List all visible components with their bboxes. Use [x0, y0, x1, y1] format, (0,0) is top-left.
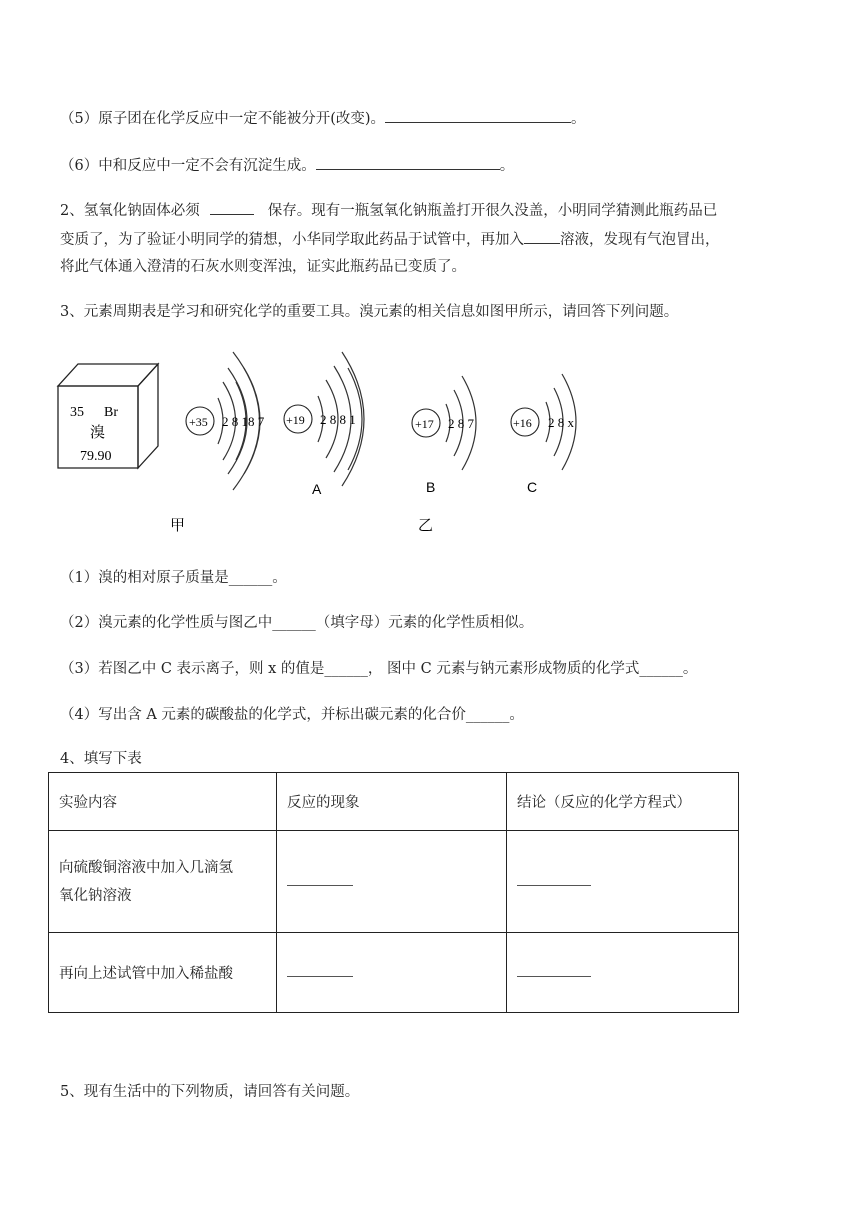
electron-config: 2 8 8 1 — [320, 412, 356, 427]
answer-blank[interactable] — [316, 155, 500, 170]
row1-content-line2: 氧化钠溶液 — [59, 887, 132, 904]
atom-structure-B — [412, 376, 476, 495]
q3-sub1-text: （1）溴的相对原子质量是______。 — [60, 570, 287, 586]
answer-blank[interactable] — [524, 229, 560, 244]
table-row — [49, 831, 739, 933]
q5 — [60, 1082, 359, 1102]
q2-line2a: 变质了，为了验证小明同学的猜想，小华同学取此药品于试管中，再加入 — [60, 232, 524, 248]
figure-label-jia: 甲 — [170, 516, 186, 534]
q3-sub4 — [60, 705, 524, 725]
nucleus-charge: +19 — [286, 413, 305, 427]
answer-blank[interactable] — [287, 873, 353, 886]
q2-line2b: 溶液，发现有气泡冒出， — [560, 232, 720, 248]
q2-line3-text: 将此气体通入澄清的石灰水则变浑浊，证实此瓶药品已变质了。 — [60, 259, 466, 275]
q5-text: 5、现有生活中的下列物质，请回答有关问题。 — [60, 1084, 360, 1100]
experiment-table — [48, 772, 739, 1013]
q3-sub1 — [60, 568, 287, 588]
q3-sub4-text: （4）写出含 A 元素的碳酸盐的化学式，并标出碳元素的化合价______。 — [60, 707, 524, 723]
electron-config: 2 8 7 — [448, 416, 474, 431]
row1-conclusion — [507, 831, 739, 933]
q1-item5-end: 。 — [571, 111, 586, 127]
header-content: 实验内容 — [49, 773, 277, 831]
answer-blank[interactable] — [385, 108, 571, 123]
q2-line2 — [60, 229, 720, 250]
q1-item5 — [60, 108, 586, 129]
atom-label-C: C — [527, 479, 538, 495]
q3-sub3 — [60, 659, 697, 679]
q1-item6 — [60, 155, 514, 176]
element-mass: 79.90 — [80, 449, 112, 464]
answer-blank[interactable] — [287, 964, 353, 977]
row1-content-line1: 向硫酸铜溶液中加入几滴氢 — [59, 859, 233, 876]
q2-line1 — [60, 200, 717, 221]
q3-sub3-text: （3）若图乙中 C 表示离子，则 x 的值是______， 图中 C 元素与钠元素形成物质的化学式______。 — [60, 661, 698, 677]
electron-config: 2 8 x — [548, 415, 574, 430]
header-phenomenon: 反应的现象 — [277, 773, 507, 831]
element-symbol: Br — [104, 405, 118, 420]
q4-title — [60, 749, 142, 769]
bromine-figure — [50, 340, 610, 540]
atom-structure-A — [284, 352, 364, 497]
figure-svg — [50, 340, 610, 540]
nucleus-charge: +16 — [513, 416, 532, 430]
element-number: 35 — [70, 405, 84, 420]
q3-intro — [60, 302, 678, 322]
row2-conclusion — [507, 933, 739, 1013]
atom-structure-main — [186, 352, 265, 490]
table-row — [49, 933, 739, 1013]
row1-content — [49, 831, 277, 933]
nucleus-charge: +17 — [415, 417, 434, 431]
atom-label-B: B — [426, 479, 436, 495]
q2-part2: 保存。现有一瓶氢氧化钠瓶盖打开很久没盖，小明同学猜测此瓶药品已 — [267, 203, 718, 219]
q1-item5-text: （5）原子团在化学反应中一定不能被分开(改变)。 — [60, 111, 386, 127]
atom-structure-C — [511, 374, 576, 495]
q2-line3 — [60, 257, 466, 277]
q3-intro-text: 3、元素周期表是学习和研究化学的重要工具。溴元素的相关信息如图甲所示，请回答下列问题。 — [60, 304, 679, 320]
row2-phenomenon — [277, 933, 507, 1013]
q3-sub2-text: （2）溴元素的化学性质与图乙中______（填字母）元素的化学性质相似。 — [60, 615, 534, 631]
figure-label-yi: 乙 — [418, 516, 434, 534]
atom-label-A: A — [312, 481, 322, 497]
table-header-row — [49, 773, 739, 831]
q2-part1: 2、氢氧化钠固体必须 — [60, 203, 200, 219]
q3-sub2 — [60, 613, 533, 633]
nucleus-charge: +35 — [189, 415, 208, 429]
q1-item6-text: （6）中和反应中一定不会有沉淀生成。 — [60, 158, 316, 174]
row2-content: 再向上述试管中加入稀盐酸 — [49, 933, 277, 1013]
q1-item6-end: 。 — [499, 158, 515, 174]
answer-blank[interactable] — [517, 964, 591, 977]
q4-title-text: 4、填写下表 — [60, 751, 142, 767]
element-name: 溴 — [90, 423, 106, 441]
answer-blank[interactable] — [210, 200, 254, 215]
answer-blank[interactable] — [517, 873, 591, 886]
electron-config: 2 8 18 7 — [222, 414, 265, 429]
header-conclusion: 结论（反应的化学方程式） — [507, 773, 739, 831]
row1-phenomenon — [277, 831, 507, 933]
